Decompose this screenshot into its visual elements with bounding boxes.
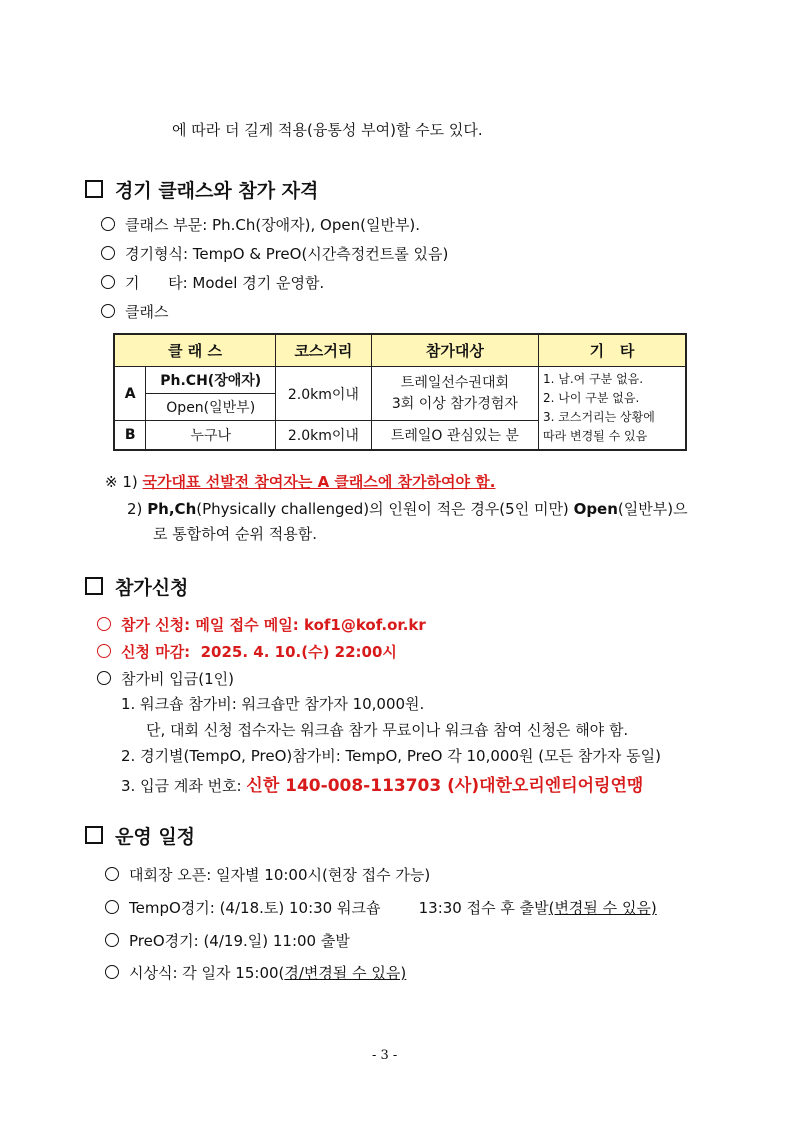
table-header: 클 래 스 — [114, 334, 276, 367]
deadline-info: 신청 마감: 2025. 4. 10.(수) 22:00시 — [97, 641, 397, 662]
circle-bullet-icon — [105, 900, 119, 914]
continuation-line: 에 따라 더 길게 적용(융통성 부여)할 수도 있다. — [172, 121, 483, 139]
class-a-target-line1: 트레일선수권대회 — [400, 374, 509, 391]
etc-line: 2. 나이 구분 없음. — [543, 390, 640, 405]
page-number: - 3 - — [372, 1048, 398, 1063]
checkbox-square-icon — [85, 826, 103, 844]
etc-line: 1. 남.여 구분 없음. — [543, 371, 644, 386]
schedule-item: PreO경기: (4/19.일) 11:00 출발 — [105, 930, 350, 951]
class-b-label: B — [114, 421, 146, 450]
bank-account: 신한 140-008-113703 (사)대한오리엔티어링연맹 — [246, 776, 644, 796]
list-item: 기 타: Model 경기 운영함. — [101, 272, 324, 293]
class-b-distance: 2.0km이내 — [276, 421, 372, 450]
fee-item-3: 3. 입금 계좌 번호: 신한 140-008-113703 (사)대한오리엔티어링연맹 — [121, 776, 644, 796]
list-item: 클래스 부문: Ph.Ch(장애자), Open(일반부). — [101, 214, 420, 235]
circle-bullet-icon — [105, 867, 119, 881]
table-header: 코스거리 — [276, 334, 372, 367]
section-heading-schedule: 운영 일정 — [85, 822, 195, 849]
fee-item-2: 2. 경기별(TempO, PreO)참가비: TempO, PreO 각 10,000원 (모든 참가자 동일) — [121, 747, 661, 765]
fee-item-1-note: 단, 대회 신청 접수자는 워크숍 참가 무료이나 워크숍 참여 신청은 해야 함. — [146, 721, 629, 739]
schedule-item: TempO경기: (4/18.토) 10:30 워크숍 13:30 접수 후 출발(변경될 수 있음) — [105, 897, 657, 918]
class-a-label: A — [114, 367, 146, 421]
note-1: ※ 1) 국가대표 선발전 참여자는 A 클래스에 참가하여야 함. — [105, 473, 496, 491]
class-a-sub-phch: Ph.CH(장애자) — [146, 367, 276, 394]
circle-bullet-icon — [105, 965, 119, 979]
circle-bullet-icon — [97, 644, 111, 658]
note-2: 2) Ph,Ch(Physically challenged)의 인원이 적은 경우(5인 미만) Open(일반부)으 — [127, 500, 688, 518]
circle-bullet-icon — [97, 617, 111, 631]
etc-line: 따라 변경될 수 있음 — [543, 428, 648, 443]
class-table — [113, 333, 687, 451]
checkbox-square-icon — [85, 180, 103, 198]
circle-bullet-icon — [105, 933, 119, 947]
list-item: 클래스 — [101, 301, 168, 322]
apply-info: 참가 신청: 메일 접수 메일: kof1@kof.or.kr — [97, 614, 426, 635]
circle-bullet-icon — [97, 671, 111, 685]
class-b-target: 트레일O 관심있는 분 — [371, 421, 538, 450]
class-a-sub-open: Open(일반부) — [146, 394, 276, 421]
schedule-item: 대회장 오픈: 일자별 10:00시(현장 접수 가능) — [105, 864, 430, 885]
class-a-target — [371, 367, 538, 421]
circle-bullet-icon — [101, 246, 115, 260]
section-heading-application: 참가신청 — [85, 573, 188, 600]
circle-bullet-icon — [101, 217, 115, 231]
schedule-item: 시상식: 각 일자 15:00(경/변경될 수 있음) — [105, 962, 406, 983]
table-header: 기 타 — [539, 334, 687, 367]
class-b-sub: 누구나 — [146, 421, 276, 450]
checkbox-square-icon — [85, 577, 103, 595]
table-header: 참가대상 — [371, 334, 538, 367]
fee-item-1: 1. 워크숍 참가비: 워크숍만 참가자 10,000원. — [121, 695, 425, 713]
list-item: 경기형식: TempO & PreO(시간측정컨트롤 있음) — [101, 243, 448, 264]
class-a-distance: 2.0km이내 — [276, 367, 372, 421]
fee-info: 참가비 입금(1인) — [97, 668, 234, 689]
section-heading-classes: 경기 클래스와 참가 자격 — [85, 176, 318, 203]
class-a-target-line2: 3회 이상 참가경험자 — [391, 395, 518, 412]
circle-bullet-icon — [101, 275, 115, 289]
circle-bullet-icon — [101, 304, 115, 318]
etc-line: 3. 코스거리는 상황에 — [543, 409, 655, 424]
etc-cell — [539, 367, 687, 450]
note-2-line2: 로 통합하여 순위 적용함. — [153, 525, 317, 543]
